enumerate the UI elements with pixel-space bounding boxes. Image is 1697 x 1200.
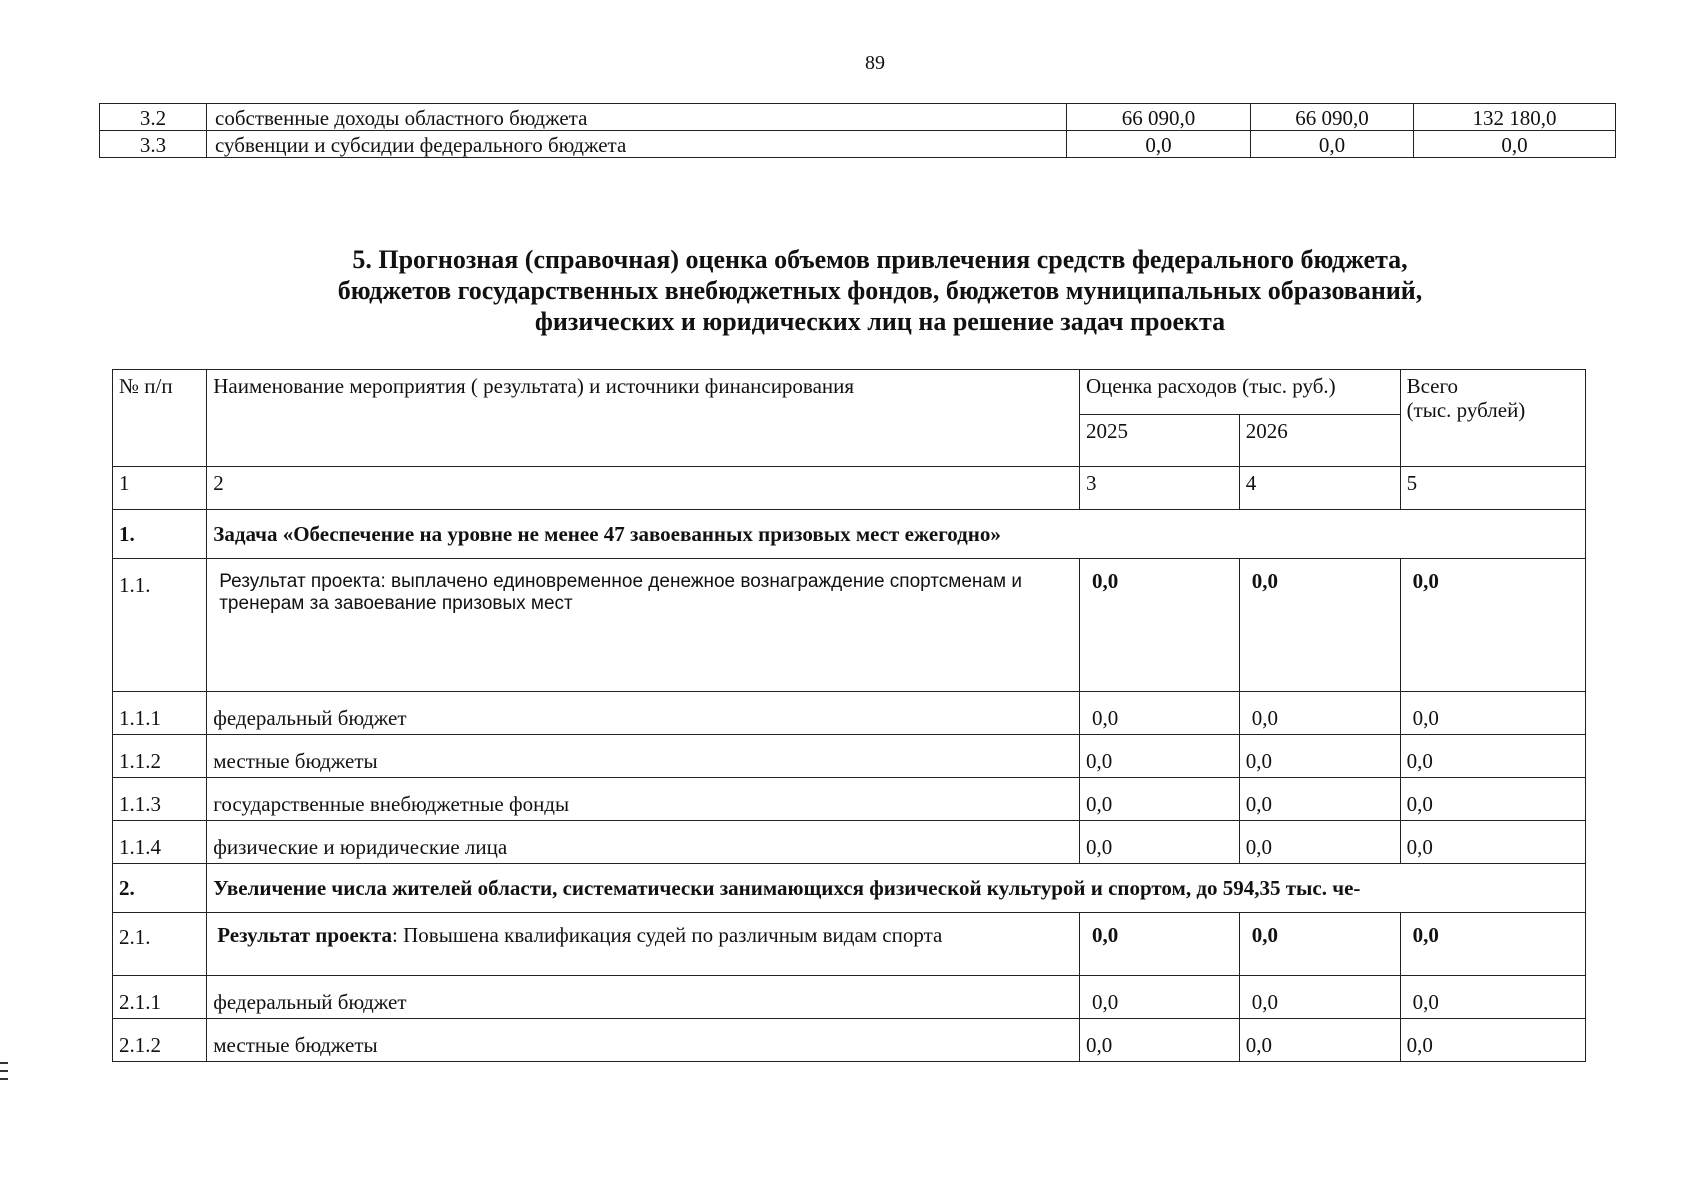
result-row [113,913,1586,976]
column-number-row [113,467,1586,510]
section-title [120,244,1640,338]
column-number: 5 [1400,467,1585,510]
header-num: № п/п [113,370,207,467]
margin-marks [0,1062,8,1086]
result-text-cell [207,913,1080,976]
task-row [113,864,1586,913]
table-row [113,976,1586,1019]
value-2026: 0,0 [1251,131,1414,158]
value-total: 0,0 [1400,821,1585,864]
value-total: 0,0 [1400,692,1585,735]
value-2025: 0,0 [1079,778,1239,821]
value-total: 0,0 [1400,976,1585,1019]
column-number: 2 [207,467,1080,510]
margin-mark [0,1062,8,1064]
value-2026: 0,0 [1239,735,1400,778]
section-title-line: 5. Прогнозная (справочная) оценка объемов привлечения средств федерального бюджета, [352,245,1408,274]
row-number: 1.1.3 [113,778,207,821]
row-name: собственные доходы областного бюджета [207,104,1067,131]
value-2025: 0,0 [1079,692,1239,735]
task-number: 1. [113,510,207,559]
value-2025: 0,0 [1079,1019,1239,1062]
table-row [100,104,1616,131]
value-2025: 0,0 [1079,735,1239,778]
result-number: 2.1. [113,913,207,976]
table-row [113,821,1586,864]
result-text: : Повышена квалификация судей по различным видам спорта [392,923,943,947]
header-total-line: Всего [1406,374,1459,398]
margin-mark [0,1078,8,1080]
table-row [113,778,1586,821]
value-2026: 0,0 [1239,976,1400,1019]
row-name: местные бюджеты [207,735,1080,778]
row-number: 1.1.2 [113,735,207,778]
task-row [113,510,1586,559]
funding-table [112,369,1586,1062]
value-2026: 0,0 [1239,559,1400,692]
section-title-line: физических и юридических лиц на решение задач проекта [534,307,1226,337]
header-row [113,370,1586,415]
task-title: Задача «Обеспечение на уровне не менее 47 завоеванных призовых мест ежегодно» [207,510,1586,559]
header-total [1400,370,1585,467]
table-row [113,692,1586,735]
table-row [113,735,1586,778]
value-2026: 0,0 [1239,821,1400,864]
value-2025: 0,0 [1079,913,1239,976]
value-2025: 0,0 [1079,976,1239,1019]
value-total: 0,0 [1400,735,1585,778]
column-number: 1 [113,467,207,510]
value-total: 0,0 [1400,913,1585,976]
value-2025: 66 090,0 [1067,104,1251,131]
column-number: 3 [1079,467,1239,510]
value-total: 0,0 [1400,559,1585,692]
value-2026: 0,0 [1239,913,1400,976]
continuation-table [99,103,1616,158]
value-total: 0,0 [1400,778,1585,821]
result-number: 1.1. [113,559,207,692]
task-number: 2. [113,864,207,913]
table-row [113,1019,1586,1062]
header-year-2026: 2026 [1239,415,1400,467]
header-year-2025: 2025 [1079,415,1239,467]
page-number: 89 [865,52,885,74]
row-name: федеральный бюджет [207,692,1080,735]
task-title: Увеличение числа жителей области, систематически занимающихся физической культурой и спортом, до 594,35 тыс. че- [207,864,1586,913]
value-2025: 0,0 [1079,559,1239,692]
row-number: 1.1.4 [113,821,207,864]
row-name: местные бюджеты [207,1019,1080,1062]
value-2025: 0,0 [1079,821,1239,864]
row-name: государственные внебюджетные фонды [207,778,1080,821]
row-number: 3.2 [100,104,207,131]
section-title-line: бюджетов государственных внебюджетных фондов, бюджетов муниципальных образований, [337,276,1423,306]
row-name: федеральный бюджет [207,976,1080,1019]
row-number: 1.1.1 [113,692,207,735]
result-row [113,559,1586,692]
row-number: 2.1.2 [113,1019,207,1062]
header-name: Наименование мероприятия ( результата) и источники финансирования [207,370,1080,467]
row-name: субвенции и субсидии федерального бюджета [207,131,1067,158]
value-2026: 0,0 [1239,778,1400,821]
value-2026: 0,0 [1239,1019,1400,1062]
result-label: Результат проекта [217,923,393,947]
row-number: 2.1.1 [113,976,207,1019]
value-total: 0,0 [1400,1019,1585,1062]
value-total: 0,0 [1414,131,1616,158]
value-2025: 0,0 [1067,131,1251,158]
margin-mark [0,1070,8,1072]
column-number: 4 [1239,467,1400,510]
value-2026: 0,0 [1239,692,1400,735]
row-name: физические и юридические лица [207,821,1080,864]
header-total-line: (тыс. рублей) [1406,398,1526,423]
header-estimate: Оценка расходов (тыс. руб.) [1079,370,1400,415]
result-text: Результат проекта: выплачено единовременное денежное вознаграждение спортсменам и тренерам за завоевание призовых мест [207,559,1080,692]
value-2026: 66 090,0 [1251,104,1414,131]
value-total: 132 180,0 [1414,104,1616,131]
row-number: 3.3 [100,131,207,158]
table-row [100,131,1616,158]
